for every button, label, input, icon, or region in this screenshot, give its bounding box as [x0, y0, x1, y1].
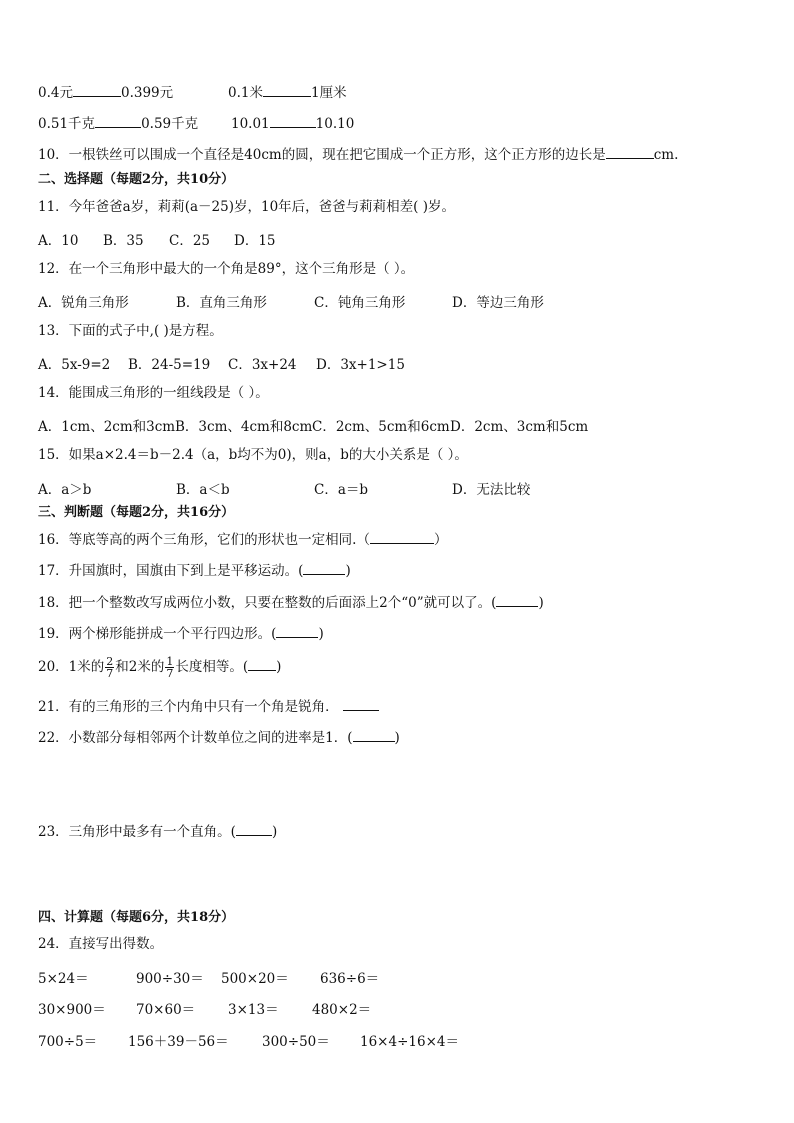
bracket-close: ) [271, 824, 278, 840]
calc-item: 156＋39－56＝ [128, 1034, 229, 1050]
answer-blank[interactable] [236, 822, 272, 836]
q13-option-d[interactable]: D．3x+1>15 [316, 357, 405, 373]
question-16 [38, 530, 447, 549]
q15-option-b[interactable]: B．a＜b [176, 482, 230, 498]
compare-left: 10.01 [231, 116, 270, 132]
q13-option-b[interactable]: B．24-5=19 [128, 357, 211, 373]
question-17 [38, 561, 351, 580]
calc-item: 5×24＝ [38, 971, 89, 987]
answer-blank[interactable] [73, 83, 121, 97]
question-text: 18．把一个整数改写成两位小数，只要在整数的后面添上2个“0”就可以了。( [38, 595, 497, 611]
compare-right: 1厘米 [310, 85, 347, 101]
question-19 [38, 624, 324, 643]
compare-row-1 [38, 83, 173, 102]
q14-option-c[interactable]: C．2cm、5cm和6cm [312, 419, 450, 435]
bracket-close: ) [394, 730, 400, 746]
q14-option-b[interactable]: B．3cm、4cm和8cm [175, 419, 313, 435]
answer-blank[interactable] [370, 530, 434, 544]
q11-option-a[interactable]: A．10 [38, 233, 79, 249]
compare-row-2 [38, 114, 198, 133]
question-text: 和2米的 [115, 659, 165, 675]
calc-item: 70×60＝ [136, 1002, 196, 1018]
answer-blank[interactable] [263, 83, 311, 97]
question-text: 10．一根铁丝可以围成一个直径是40cm的圆，现在把它围成一个正方形，这个正方形的边长是 [38, 147, 606, 163]
q12-option-d[interactable]: D．等边三角形 [452, 295, 544, 311]
q11-option-c[interactable]: C．25 [169, 233, 211, 249]
calc-item: 16×4÷16×4＝ [360, 1034, 459, 1050]
question-23 [38, 822, 277, 841]
question-12: 12．在一个三角形中最大的一个角是89°，这个三角形是（ ）。 [38, 261, 415, 277]
compare-left: 0.1米 [228, 85, 263, 101]
calc-item: 900÷30＝ [136, 971, 204, 987]
compare-left: 0.51千克 [38, 116, 96, 132]
bracket-close: ) [276, 659, 282, 675]
question-text: 17．升国旗时，国旗由下到上是平移运动。( [38, 563, 304, 579]
question-text: 23．三角形中最多有一个直角。( [38, 824, 236, 840]
calc-item: 3×13＝ [228, 1002, 279, 1018]
q13-option-a[interactable]: A．5x-9=2 [38, 357, 111, 373]
answer-blank[interactable] [270, 114, 316, 128]
section-title-calculation: 四、计算题（每题6分，共18分） [38, 910, 235, 925]
calc-item: 480×2＝ [312, 1002, 372, 1018]
question-text: 21．有的三角形的三个内角中只有一个角是锐角． [38, 699, 339, 715]
q14-option-a[interactable]: A．1cm、2cm和3cm [38, 419, 176, 435]
bracket-close: ) [345, 563, 351, 579]
q11-option-b[interactable]: B．35 [103, 233, 144, 249]
question-15: 15．如果a×2.4＝b－2.4（a，b均不为0)，则a，b的大小关系是（ ）。 [38, 447, 468, 463]
calc-item: 500×20＝ [221, 971, 289, 987]
bracket-close: ) [318, 626, 324, 642]
q12-option-b[interactable]: B．直角三角形 [176, 295, 267, 311]
question-text: 16．等底等高的两个三角形，它们的形状也一定相同.（ [38, 532, 370, 548]
calc-item: 636÷6＝ [320, 971, 380, 987]
question-22 [38, 728, 400, 747]
question-text: 22．小数部分每相邻两个计数单位之间的进率是1．( [38, 730, 353, 746]
compare-right: 0.399元 [120, 85, 174, 101]
answer-blank[interactable] [276, 624, 318, 638]
answer-blank[interactable] [248, 657, 276, 671]
section-title-judgement: 三、判断题（每题2分，共16分） [38, 505, 235, 520]
compare-row-1b [228, 83, 347, 102]
q15-option-a[interactable]: A．a＞b [38, 482, 92, 498]
q13-option-c[interactable]: C．3x+24 [228, 357, 297, 373]
unit-text: cm. [653, 147, 679, 163]
section-title-choice: 二、选择题（每题2分，共10分） [38, 172, 235, 187]
q14-option-d[interactable]: D．2cm、3cm和5cm [450, 419, 589, 435]
question-21 [38, 697, 379, 716]
fraction-two-sevenths: $\frac{2}{7}$ [106, 655, 114, 680]
calc-item: 300÷50＝ [262, 1034, 330, 1050]
bracket-close: ) [538, 595, 544, 611]
calc-item: 30×900＝ [38, 1002, 106, 1018]
question-24: 24．直接写出得数。 [38, 936, 164, 952]
answer-blank[interactable] [95, 114, 141, 128]
question-20 [38, 652, 281, 682]
question-14: 14．能围成三角形的一组线段是（ ）。 [38, 385, 269, 401]
compare-left: 0.4元 [38, 85, 73, 101]
question-11: 11．今年爸爸a岁，莉莉(a－25)岁，10年后，爸爸与莉莉相差( )岁。 [38, 199, 455, 215]
bracket-close: ） [433, 532, 448, 548]
answer-blank[interactable] [343, 697, 379, 711]
fraction-one-seventh: $\frac{1}{7}$ [166, 655, 174, 680]
question-text: 20．1米的 [38, 659, 105, 675]
question-13: 13．下面的式子中,( )是方程。 [38, 323, 223, 339]
question-text: 长度相等。( [175, 659, 249, 675]
compare-right: 0.59千克 [141, 116, 199, 132]
answer-blank[interactable] [303, 561, 345, 575]
question-text: 19．两个梯形能拼成一个平行四边形。( [38, 626, 277, 642]
answer-blank[interactable] [496, 593, 538, 607]
answer-blank[interactable] [606, 145, 654, 159]
q12-option-c[interactable]: C．钝角三角形 [314, 295, 406, 311]
answer-blank[interactable] [353, 728, 395, 742]
q15-option-c[interactable]: C．a＝b [314, 482, 369, 498]
compare-row-2b [231, 114, 354, 133]
q15-option-d[interactable]: D．无法比较 [452, 482, 531, 498]
q12-option-a[interactable]: A．锐角三角形 [38, 295, 129, 311]
q11-option-d[interactable]: D．15 [234, 233, 276, 249]
question-18 [38, 593, 544, 612]
question-10 [38, 145, 678, 164]
compare-right: 10.10 [315, 116, 355, 132]
calc-item: 700÷5＝ [38, 1034, 98, 1050]
